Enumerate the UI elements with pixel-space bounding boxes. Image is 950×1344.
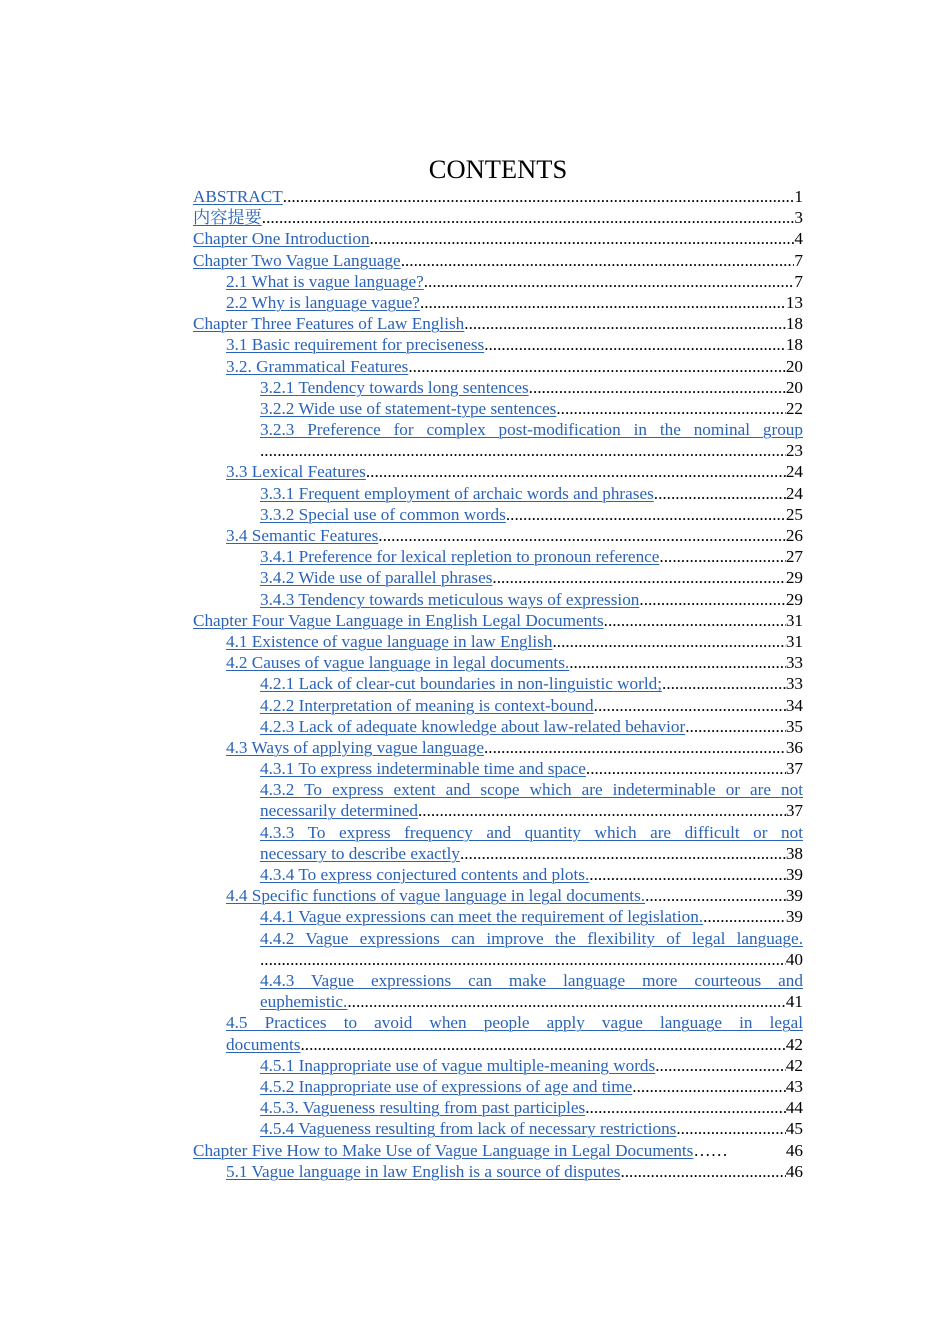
contents-title: CONTENTS [428,154,568,184]
toc-entry [193,1140,803,1161]
dot-leader [556,398,785,419]
toc-link[interactable]: 4.2.1 Lack of clear-cut boundaries in non-linguistic world; [260,674,663,694]
toc-entry [193,313,803,334]
table-of-contents [193,186,803,1182]
toc-link[interactable]: 4.3.3 To express frequency and quantity which are difficult or not [260,822,803,842]
page-number: 13 [785,292,803,312]
toc-entry [193,228,803,249]
page-number: 45 [785,1119,803,1139]
dot-leader [676,1118,785,1139]
toc-link[interactable]: 3.2.3 Preference for complex post-modification in the nominal group [260,420,803,440]
toc-link[interactable]: 3.2.2 Wide use of statement-type sentences [260,398,557,418]
toc-link[interactable]: 4.5.1 Inappropriate use of vague multiple-meaning words [260,1055,656,1075]
dot-leader [589,864,786,885]
dot-leader [401,250,795,271]
page-number: 20 [785,356,803,376]
dot-leader [424,271,795,292]
toc-link[interactable]: Chapter Two Vague Language [193,250,401,270]
toc-link[interactable]: 3.1 Basic requirement for preciseness [226,335,485,355]
page-number: 29 [785,568,803,588]
toc-entry [260,546,803,567]
page-number: 41 [785,992,803,1012]
dot-leader [594,695,786,716]
page-number: 39 [785,907,803,927]
dot-leader [685,716,786,737]
page-number: 18 [785,335,803,355]
dot-leader [654,483,786,504]
page-number: 33 [785,674,803,694]
page-number: 27 [785,547,803,567]
dot-leader [662,673,786,694]
dot-leader [366,461,786,482]
toc-entry [260,673,803,694]
toc-link[interactable]: 4.5.2 Inappropriate use of expressions of age and time [260,1076,633,1096]
dot-leader [484,737,786,758]
toc-entry [260,822,803,864]
toc-entry [260,1076,803,1097]
toc-link[interactable]: 4.1 Existence of vague language in law English [226,631,553,651]
toc-link[interactable]: 5.1 Vague language in law English is a source of disputes [226,1161,621,1181]
dot-leader [418,800,786,821]
toc-link[interactable]: 4.4.3 Vague expressions can make language more courteous and [260,971,803,990]
toc-entry [226,1161,803,1182]
page-number: 42 [785,1055,803,1075]
dot-leader [632,1076,786,1097]
toc-entry [226,356,803,377]
toc-entry [260,779,803,821]
page-number: 36 [785,737,803,757]
toc-link[interactable]: 4.4.2 Vague expressions can improve the flexibility of legal language. [260,928,803,948]
toc-entry [260,398,803,419]
toc-link[interactable]: 4.5 Practices to avoid when people apply vague language in legal [226,1013,803,1033]
toc-entry [226,461,803,482]
page-number: 23 [785,441,803,461]
toc-entry [260,1055,803,1076]
dot-leader [659,546,785,567]
dot-leader [645,885,786,906]
page-number: 4 [794,229,803,249]
dot-leader [586,758,786,779]
page-number: 7 [794,250,803,270]
toc-entry [260,906,803,927]
toc-link[interactable]: 3.2.1 Tendency towards long sentences [260,377,529,397]
toc-entry [260,758,803,779]
page-number: 40 [785,949,803,969]
toc-entry [226,292,803,313]
page-number: 22 [785,398,803,418]
toc-entry [226,525,803,546]
toc-link[interactable]: ABSTRACT [193,187,283,206]
dot-leader [347,991,785,1012]
page-number: 24 [785,462,803,482]
toc-link[interactable]: 4.3.2 To express extent and scope which are indeterminable or are not [260,780,803,800]
page-number: 25 [785,504,803,524]
dot-leader [569,652,786,673]
toc-link[interactable]: Chapter Four Vague Language in English Legal Documents [193,610,604,630]
dot-leader [552,631,785,652]
toc-entry [260,504,803,525]
dot-leader [703,906,786,927]
toc-link[interactable]: Chapter Five How to Make Use of Vague Language in Legal Documents [193,1140,694,1160]
dot-leader [300,1034,785,1055]
page-number: 44 [785,1098,803,1118]
page-number: 18 [785,314,803,334]
dot-leader [378,525,786,546]
toc-entry [226,885,803,906]
toc-link[interactable]: 3.3 Lexical Features [226,462,366,482]
toc-entry [193,610,803,631]
toc-link[interactable]: 4.4 Specific functions of vague language in legal documents. [226,886,646,906]
dot-leader [484,334,786,355]
toc-entry [193,186,803,207]
page-number: 39 [785,886,803,906]
toc-link[interactable]: 3.3.2 Special use of common words [260,504,506,524]
toc-link[interactable]: 2.2 Why is language vague? [226,292,420,312]
toc-link[interactable]: 4.3 Ways of applying vague language [226,737,484,757]
page-number: 38 [785,843,803,863]
toc-entry [260,419,803,461]
toc-entry [260,567,803,588]
dot-leader [420,292,786,313]
toc-link[interactable]: 3.3.1 Frequent employment of archaic words and phrases [260,483,654,503]
dot-leader [529,377,786,398]
dot-leader [585,1097,786,1118]
page-number: 42 [785,1034,803,1054]
toc-entry [260,970,803,1012]
dot-leader [408,356,785,377]
toc-link[interactable]: 4.5.3. Vagueness resulting from past participles [260,1098,586,1118]
toc-link[interactable]: 4.3.1 To express indeterminable time and space [260,759,586,779]
page-number: 37 [785,759,803,779]
toc-entry [260,589,803,610]
toc-link[interactable]: Chapter One Introduction [193,229,370,249]
toc-entry [226,1012,803,1054]
toc-link-continued[interactable]: euphemistic. [260,992,348,1012]
page-number: 26 [785,526,803,546]
page-number: 7 [794,271,803,291]
dot-leader [639,589,785,610]
toc-entry [226,631,803,652]
page-number: 24 [785,483,803,503]
toc-link[interactable]: 3.2. Grammatical Features [226,356,409,376]
toc-entry [226,652,803,673]
toc-entry [260,377,803,398]
dot-leader [492,567,785,588]
toc-link-continued[interactable]: necessarily determined [260,801,418,821]
toc-link[interactable]: 4.2.3 Lack of adequate knowledge about law-related behavior [260,716,686,736]
toc-link[interactable]: 4.5.4 Vagueness resulting from lack of necessary restrictions [260,1119,677,1139]
toc-entry [260,716,803,737]
dot-leader [655,1055,786,1076]
page-number: 34 [785,695,803,715]
page-number: 37 [785,801,803,821]
dot-leader [620,1161,785,1182]
toc-entry [226,271,803,292]
toc-entry [226,334,803,355]
page-number: 31 [785,631,803,651]
page-number: 29 [785,589,803,609]
dot-leader [262,207,795,228]
toc-entry [260,928,803,970]
toc-entry [260,1097,803,1118]
toc-link[interactable]: 4.2 Causes of vague language in legal documents. [226,653,570,673]
dot-leader [260,949,786,970]
toc-link[interactable]: 4.2.2 Interpretation of meaning is context-bound [260,695,594,715]
toc-entry [193,250,803,271]
dot-leader [370,228,795,249]
dot-leader [460,843,786,864]
toc-link[interactable]: 3.4.1 Preference for lexical repletion to pronoun reference [260,547,660,567]
toc-link[interactable]: 3.4 Semantic Features [226,526,379,546]
toc-entry [260,695,803,716]
toc-link[interactable]: 4.4.1 Vague expressions can meet the requirement of legislation. [260,907,704,927]
page-number: 35 [785,716,803,736]
toc-entry [260,1118,803,1139]
page-number: 20 [785,377,803,397]
dot-leader [260,440,786,461]
dot-leader [464,313,786,334]
toc-link[interactable]: 3.4.2 Wide use of parallel phrases [260,568,493,588]
toc-entry [226,737,803,758]
toc-link[interactable]: 内容提要 [193,208,262,228]
page-number: 46 [785,1140,803,1160]
page-number: 39 [785,865,803,885]
toc-link-continued[interactable]: documents [226,1034,301,1054]
toc-link-continued[interactable]: necessary to describe exactly [260,843,460,863]
page-number: 33 [785,653,803,673]
toc-link[interactable]: 3.4.3 Tendency towards meticulous ways of expression [260,589,640,609]
leader: …… [693,1140,728,1160]
page-number: 31 [785,610,803,630]
dot-leader [283,186,795,207]
toc-link[interactable]: 4.3.4 To express conjectured contents and plots. [260,865,590,885]
page-number: 43 [785,1076,803,1096]
toc-link[interactable]: Chapter Three Features of Law English [193,314,465,334]
page-number: 3 [794,208,803,228]
dot-leader [506,504,786,525]
dot-leader [604,610,786,631]
toc-link[interactable]: 2.1 What is vague language? [226,271,424,291]
toc-entry [260,483,803,504]
page-number: 1 [794,187,803,206]
toc-entry [260,864,803,885]
page-number: 46 [785,1161,803,1181]
toc-entry [193,207,803,228]
